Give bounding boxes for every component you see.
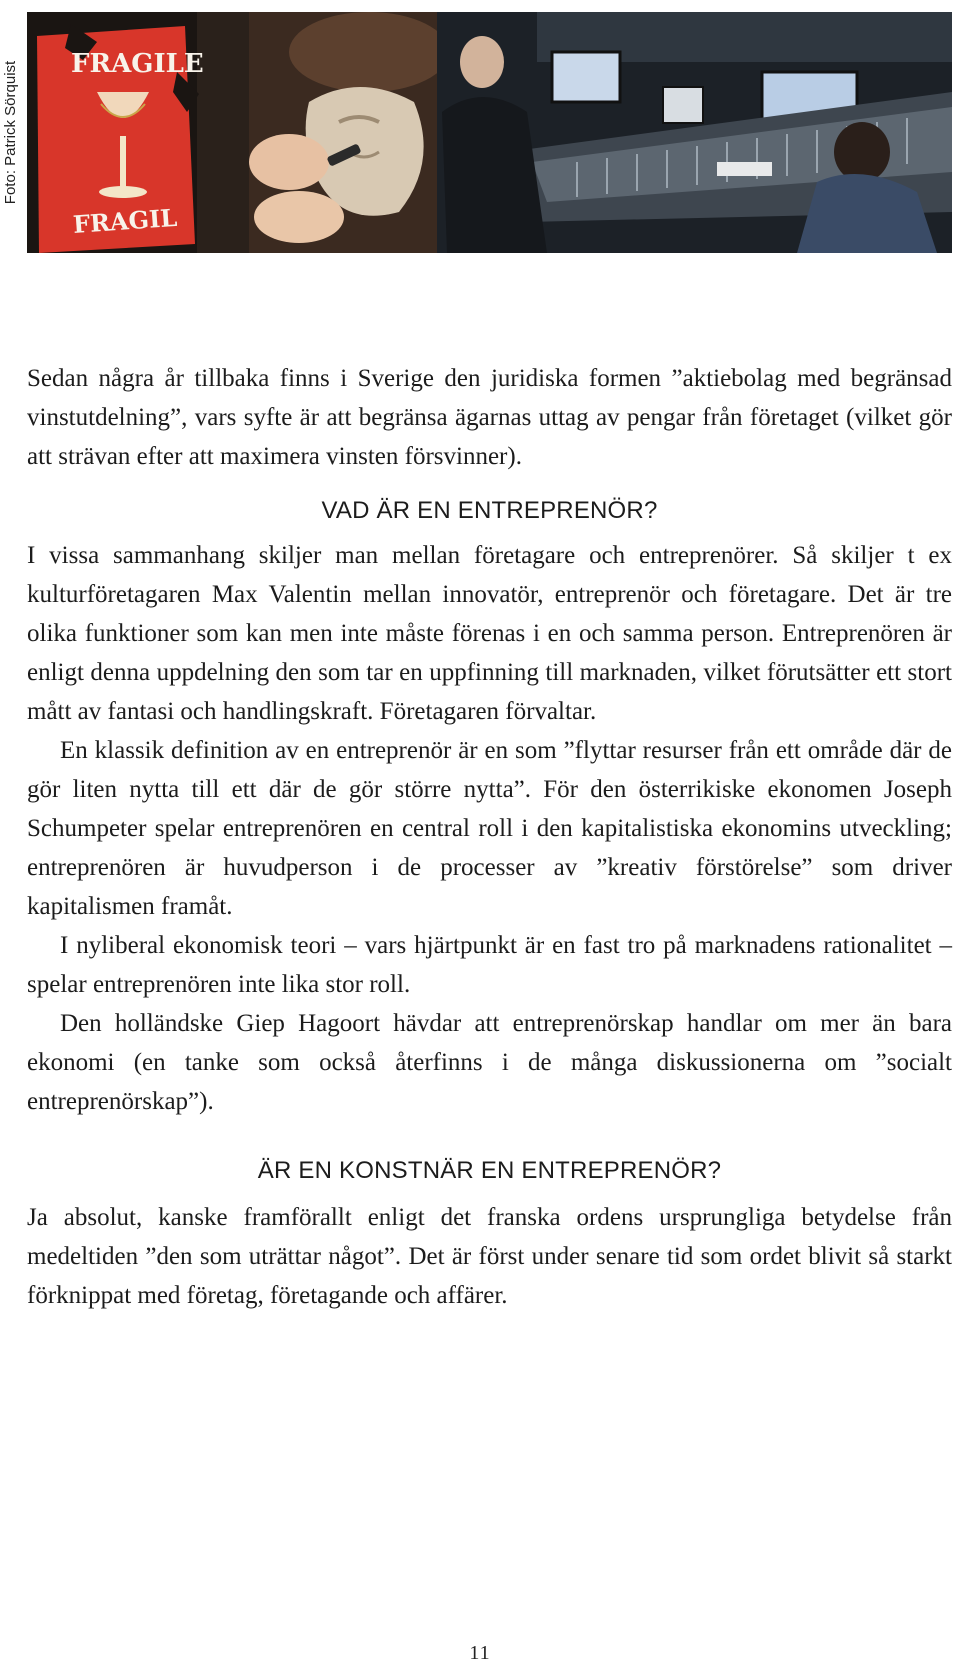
section2-paragraph-1: Ja absolut, kanske framförallt enligt det franska ordens ursprungliga betydelse från medeltiden ”den som uträttar något”. Det är först under senare tid som ordet blivit så starkt förknippat med företag, företagande och affärer. — [27, 1204, 952, 1309]
photo-mixing-studio — [437, 12, 952, 253]
section1-body — [27, 536, 952, 1121]
mixing-studio-image — [437, 12, 952, 253]
fragile-bottom-text: FRAGIL — [72, 202, 179, 240]
fragile-top-text: FRAGILE — [71, 49, 204, 79]
mask-sculpting-image — [249, 12, 437, 253]
page-number: 11 — [469, 1642, 491, 1664]
section1-paragraph-4: Den holländske Giep Hagoort hävdar att entreprenörskap handlar om mer än bara ekonomi (en tanke som också återfinns i de många diskussionerna om ”socialt entreprenörskap”). — [27, 1010, 952, 1115]
section1-paragraph-1: I vissa sammanhang skiljer man mellan företagare och entreprenörer. Så skiljer t ex kulturföretagaren Max Valentin mellan innovatör, entreprenör och företagare. Det är tre olika funktioner som kan men inte måste förenas i en och samma person. Entreprenören är enligt denna uppdelning den som tar en uppfinning till marknaden, vilket förutsätter ett stort mått av fantasi och handlingskraft. Företagaren förvaltar. — [27, 542, 952, 725]
photo-fragile-poster — [27, 12, 249, 253]
photo-credit — [0, 12, 22, 252]
section-heading-what-is-entrepreneur: VAD ÄR EN ENTREPRENÖR? — [321, 497, 658, 524]
photo-mask-sculpting — [249, 12, 437, 253]
photo-strip — [27, 12, 952, 253]
fragile-poster-image — [27, 12, 249, 253]
section2-body — [27, 1198, 952, 1315]
section-heading-is-artist-entrepreneur: ÄR EN KONSTNÄR EN ENTREPRENÖR? — [257, 1157, 722, 1184]
section1-paragraph-2: En klassik definition av en entreprenör är en som ”flyttar resurser från ett område där de gör liten nytta till ett där de gör större nytta”. För den österrikiske ekonomen Joseph Schumpeter spelar entreprenören en central roll i den kapitalistiska ekonomins utveckling; entreprenören är huvudperson i de processer av ”kreativ förstörelse” som driver kapitalismen framåt. — [27, 737, 952, 920]
intro-paragraph — [27, 359, 952, 476]
intro-paragraph-text: Sedan några år tillbaka finns i Sverige den juridiska formen ”aktiebolag med begränsad vinstutdelning”, vars syfte är att begränsa ägarnas uttag av pengar från företaget (vilket gör att strävan efter att maximera vinsten försvinner). — [27, 365, 952, 470]
section1-paragraph-3: I nyliberal ekonomisk teori – vars hjärtpunkt är en fast tro på marknadens rationalitet – spelar entreprenören inte lika stor roll. — [27, 932, 952, 998]
photo-credit-text: Foto: Patrick Sörquist — [2, 60, 20, 204]
